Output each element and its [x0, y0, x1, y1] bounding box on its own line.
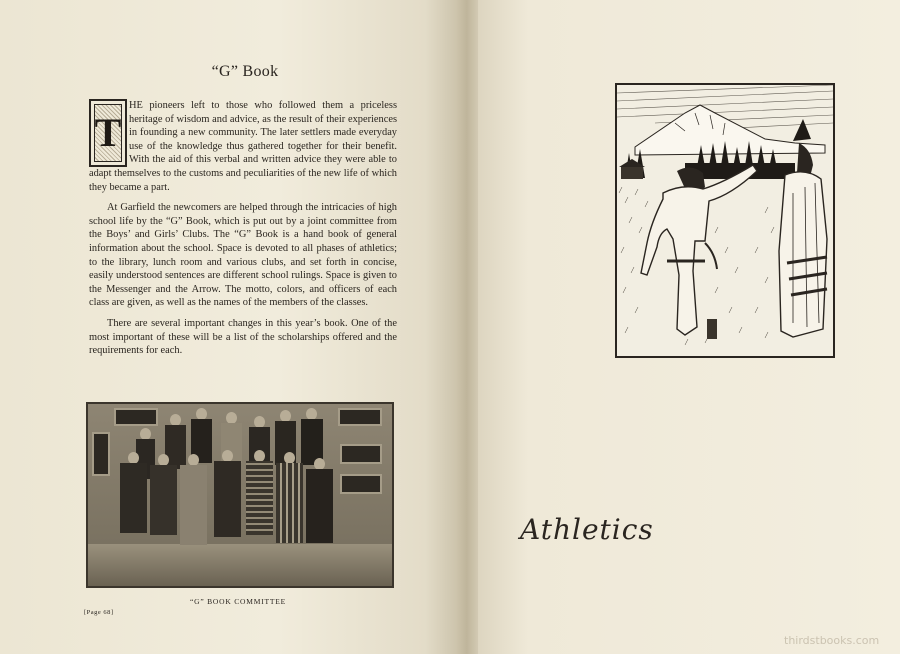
- paragraph-1: [89, 99, 397, 194]
- pioneer-illustration: [615, 83, 835, 358]
- page-title: “G” Book: [211, 63, 279, 80]
- photo-caption: “G” BOOK COMMITTEE: [189, 597, 287, 606]
- committee-photo: [86, 402, 394, 588]
- watermark: thirdstbooks.com: [784, 634, 880, 647]
- section-title: Athletics: [520, 513, 654, 546]
- page-number: [Page 68]: [84, 609, 114, 616]
- drop-cap-letter: T: [94, 104, 122, 162]
- article-body: [89, 99, 397, 365]
- paragraph-1-text: HE pioneers left to those who followed them a priceless heritage of wisdom and advice, as the result of their experiences in founding a new community. The later settlers made everyday use of the knowledge thus gathered together for their benefit. With the aid of this verbal and written advice they were able to adapt themselves to the customs and peculiarities of the new life of which they became a part.: [89, 100, 397, 193]
- paragraph-3: There are several important changes in this year’s book. One of the most important of these will be a list of the scholarships offered and the requirements for each.: [89, 317, 397, 357]
- paragraph-2: At Garfield the newcomers are helped through the intricacies of high school life by the “G” Book, which is put out by a joint committee from the Boys’ and Girls’ Clubs. The “G” Book is a hand book of general information about the school. Space is devoted to all phases of athletics; to the library, lunch room and various clubs, and set forth in concise, easily understood sentences are different school rulings. Space is given to the Messenger and the Arrow. The motto, colors, and officers of each class are given, as well as the names of the members of the classes.: [89, 202, 397, 309]
